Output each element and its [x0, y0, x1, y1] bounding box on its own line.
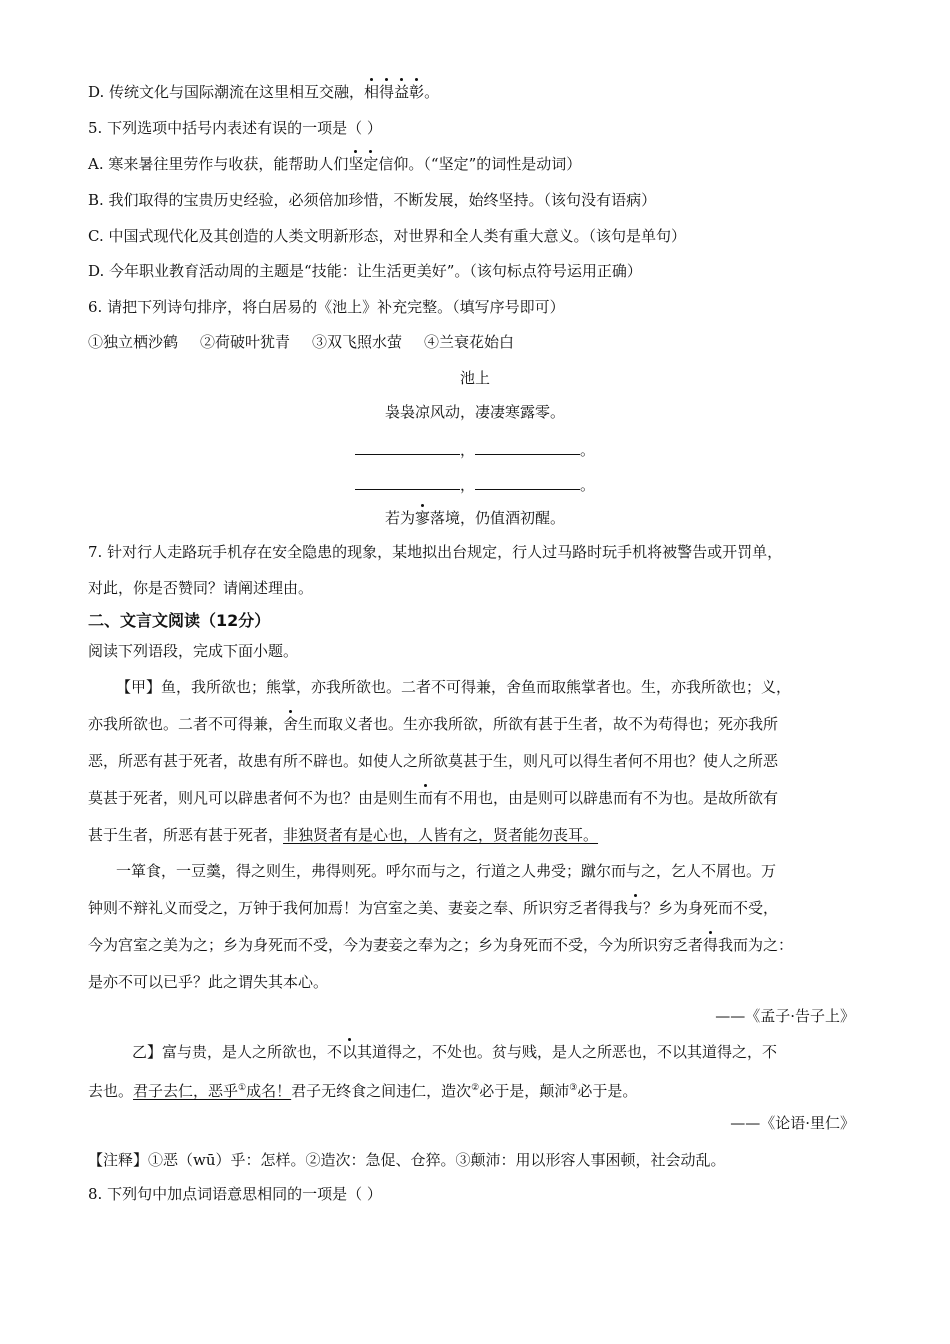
answer-blank[interactable] [475, 475, 580, 490]
q5-option-b: B. 我们取得的宝贵历史经验，必须倍加珍惜，不断发展，始终坚持。（该句没有语病） [88, 191, 657, 209]
poem-last-line: 若为寥落境，仍值酒初醒。 [384, 509, 566, 527]
jia-line-4: 莫甚于死者，则凡可以辟患者何不为也？由是则生而有不用也，由是则可以辟患而有不为也。是故所欲有 [88, 789, 779, 807]
answer-blank[interactable] [355, 440, 460, 455]
q5-option-a: A. 寒来暑往里劳作与收获，能帮助人们坚定信仰。（“坚定”的词性是动词） [88, 155, 582, 173]
q6-options: ①独立栖沙鹤 ②荷破叶犹青 ③双飞照水萤 ④兰衰花始白 [88, 333, 515, 351]
q5-option-c: C. 中国式现代化及其创造的人类文明新形态，对世界和全人类有重大意义。（该句是单句） [88, 227, 686, 245]
answer-blank[interactable] [475, 440, 580, 455]
jia-line-6: 一箪食，一豆羹，得之则生，弗得则死。呼尔而与之，行道之人弗受；蹴尔而与之，乞人不屑也。万 [116, 862, 777, 880]
jia-line-5: 甚于生者，所恶有甚于死者，非独贤者有是心也，人皆有之，贤者能勿丧耳。 [88, 826, 599, 844]
jia-line-1: 【甲】鱼，我所欲也；熊掌，亦我所欲也。二者不可得兼，舍鱼而取熊掌者也。生，亦我所欲也；义， [116, 678, 792, 696]
yi-line-2: 去也。君子去仁，恶乎①成名！君子无终食之间违仁，造次②必于是，颠沛③必于是。 [88, 1082, 638, 1100]
q4-option-d: D. 传统文化与国际潮流在这里相互交融，相得益彰。 [88, 83, 440, 101]
q8-stem: 8. 下列句中加点词语意思相同的一项是（ ） [88, 1185, 382, 1203]
q5-stem: 5. 下列选项中括号内表述有误的一项是（ ） [88, 119, 382, 137]
q5-option-d: D. 今年职业教育活动周的主题是“技能：让生活更美好”。（该句标点符号运用正确） [88, 262, 642, 280]
q7-line-2: 对此，你是否赞同？请阐述理由。 [88, 579, 314, 597]
yi-source: ——《论语·里仁》 [730, 1114, 855, 1132]
jia-line-9: 是亦不可以已乎？此之谓失其本心。 [88, 973, 329, 991]
poem-title: 池上 [459, 369, 490, 387]
jia-line-2: 亦我所欲也。二者不可得兼，舍生而取义者也。生亦我所欲，所欲有甚于生者，故不为苟得也；死亦我所 [88, 715, 779, 733]
poem-blank-line-2: ， 。 [0, 475, 950, 495]
poem-blank-line-1: ， 。 [0, 440, 950, 460]
jia-line-8: 今为宫室之美为之；乡为身死而不受，今为妻妾之奉为之；乡为身死而不受，今为所识穷乏者得我而为之： [88, 936, 794, 954]
answer-blank[interactable] [355, 475, 460, 490]
jia-line-3: 恶，所恶有甚于死者，故患有所不辟也。如使人之所欲莫甚于生，则凡可以得生者何不用也？使人之所恶 [88, 752, 779, 770]
q7-line-1: 7. 针对行人走路玩手机存在安全隐患的现象，某地拟出台规定，行人过马路时玩手机将被警告或开罚单， [88, 543, 783, 561]
underlined-sentence: 君子去仁，恶乎①成名！ [133, 1082, 292, 1100]
section-2-intro: 阅读下列语段，完成下面小题。 [88, 642, 299, 660]
section-2-title: 二、文言文阅读（12分） [88, 611, 271, 630]
jia-line-7: 钟则不辩礼义而受之，万钟于我何加焉！为宫室之美、妻妾之奉、所识穷乏者得我与？乡为身死而不受， [88, 899, 779, 917]
annotation-note: 【注释】①恶（wū）乎：怎样。②造次：急促、仓猝。③颠沛：用以形容人事困顿，社会动乱。 [88, 1151, 726, 1169]
jia-source: ——《孟子·告子上》 [715, 1007, 855, 1025]
poem-line-1: 袅袅凉风动，凄凄寒露零。 [384, 403, 565, 421]
yi-line-1: 乙】富与贵，是人之所欲也，不以其道得之，不处也。贫与贱，是人之所恶也，不以其道得之，不 [132, 1043, 778, 1061]
underlined-sentence: 非独贤者有是心也，人皆有之，贤者能勿丧耳。 [283, 826, 599, 844]
q6-stem: 6. 请把下列诗句排序，将白居易的《池上》补充完整。（填写序号即可） [88, 298, 565, 316]
